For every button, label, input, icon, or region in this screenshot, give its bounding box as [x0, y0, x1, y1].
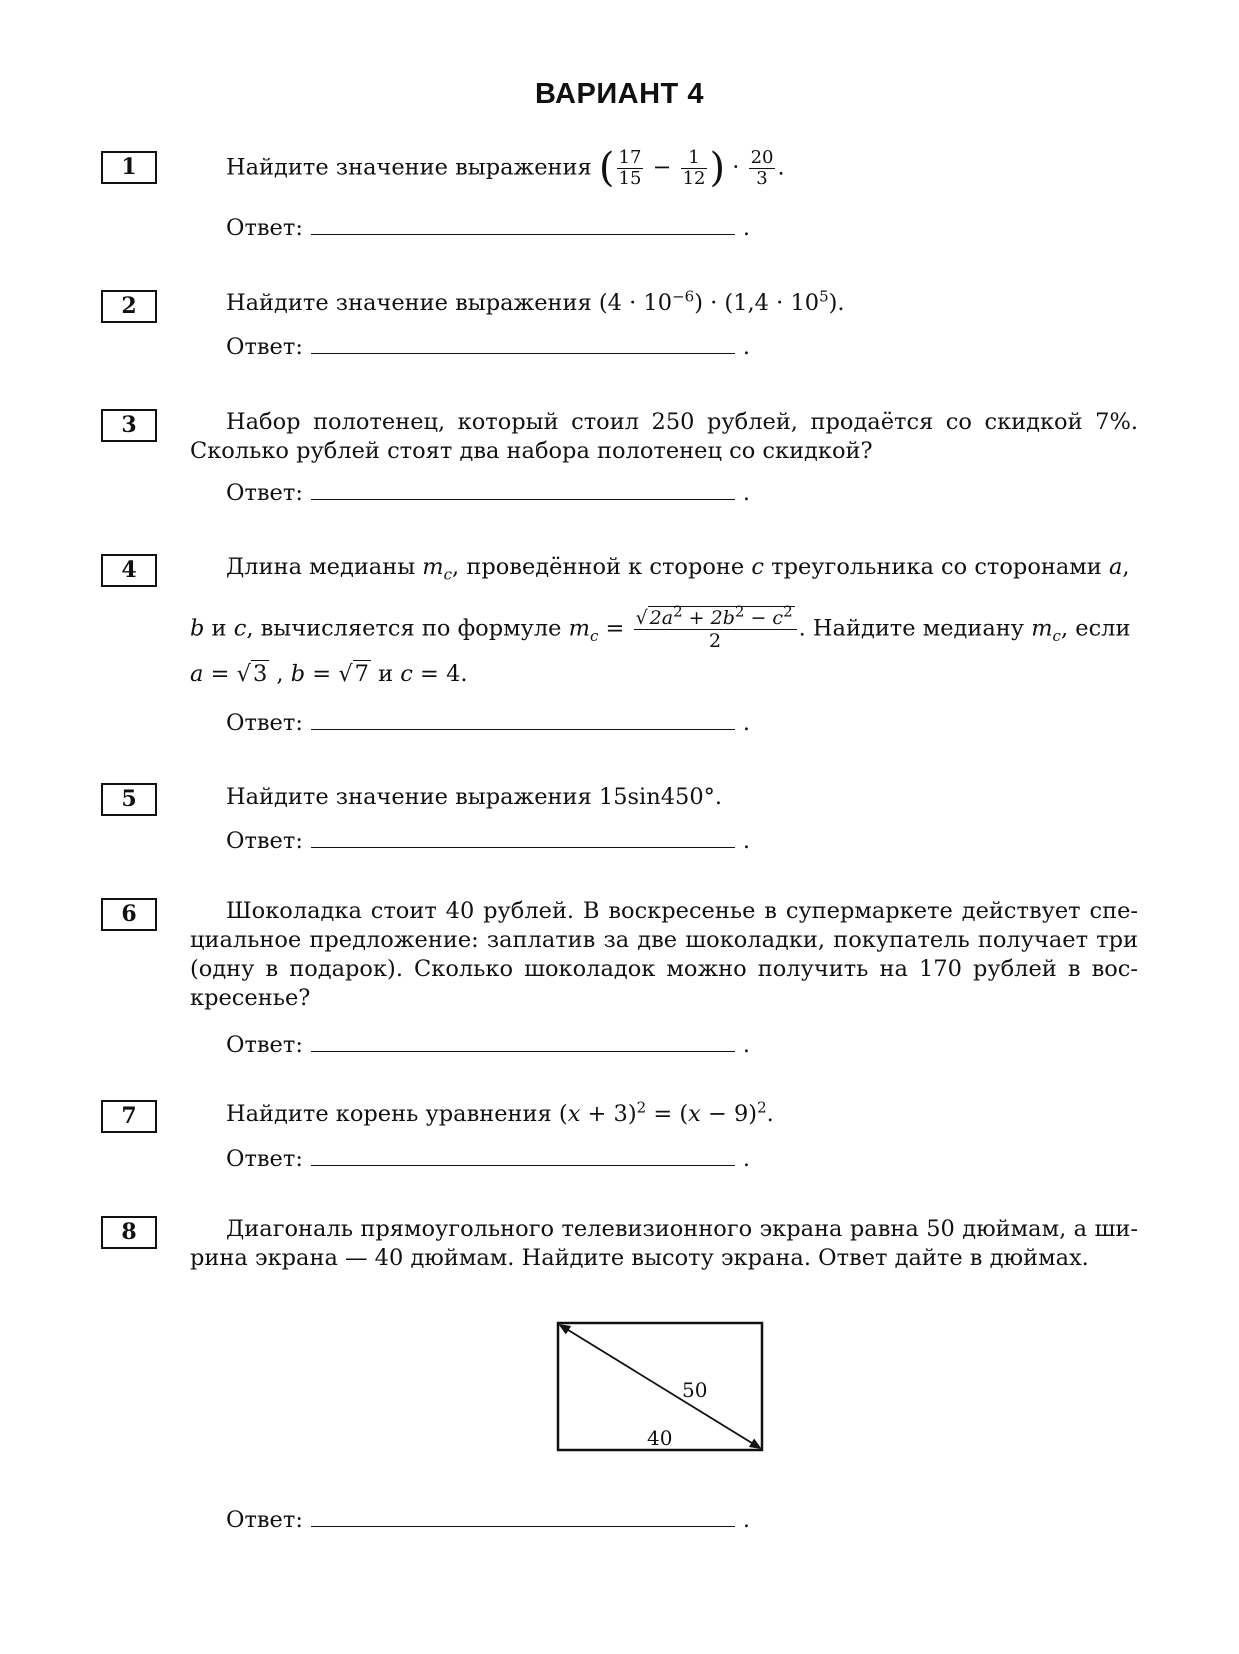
task-6-line-2: циальное предложение: заплатив за две шоколадки, покупатель получает три	[190, 927, 1138, 953]
answer-line[interactable]	[226, 1506, 750, 1535]
task-6-line-1: Шоколадка стоит 40 рублей. В воскресенье в супермаркете действует спе-	[226, 898, 1138, 924]
text: , если	[1060, 615, 1131, 642]
task-number: 2	[101, 290, 157, 323]
task-number: 6	[101, 898, 157, 931]
task-3-line-2: Сколько рублей стоят два набора полотенец со скидкой?	[190, 438, 873, 464]
answer-period: .	[742, 1146, 751, 1172]
fraction	[681, 148, 708, 189]
text: ).	[828, 290, 845, 316]
task-number: 8	[101, 1216, 157, 1249]
answer-blank[interactable]	[311, 1525, 735, 1527]
var-c: c	[443, 565, 453, 584]
paren-open: (	[598, 145, 615, 191]
denominator: 15	[618, 168, 642, 189]
answer-period: .	[742, 1507, 751, 1533]
task-number: 7	[101, 1100, 157, 1133]
answer-blank[interactable]	[311, 846, 735, 848]
task-7-text	[226, 1100, 774, 1129]
text: Найдите значение выражения (4 · 10	[226, 290, 673, 316]
numerator: 20	[750, 147, 774, 168]
task-4-line-1	[226, 553, 1130, 582]
fraction	[749, 148, 776, 189]
text: , вычисляется по формуле	[246, 615, 569, 642]
median-formula	[634, 602, 797, 652]
text: . Найдите медиану	[798, 615, 1032, 642]
answer-period: .	[742, 480, 751, 506]
answer-period: .	[742, 710, 751, 736]
answer-label: Ответ:	[226, 1507, 303, 1533]
term: 2a	[649, 607, 674, 629]
period: .	[777, 154, 785, 181]
task-8-line-1: Диагональ прямоугольного телевизионного экрана равна 50 дюймам, а ши-	[226, 1216, 1138, 1242]
var-c: c	[589, 627, 599, 645]
var-c: c	[1052, 627, 1061, 645]
text: = (	[646, 1101, 689, 1127]
answer-line[interactable]	[226, 1031, 750, 1060]
task-8-line-2: рина экрана — 40 дюймам. Найдите высоту экрана. Ответ дайте в дюймах.	[190, 1245, 1089, 1271]
answer-line[interactable]	[226, 827, 750, 856]
exponent: 2	[636, 1098, 647, 1117]
answer-label: Ответ:	[226, 1032, 303, 1058]
answer-blank[interactable]	[311, 352, 735, 354]
answer-label: Ответ:	[226, 334, 303, 360]
var-m: m	[422, 554, 444, 580]
exponent: 2	[734, 602, 745, 621]
sqrt-7: 7	[354, 661, 369, 687]
task-5-text: Найдите значение выражения 15sin450°.	[226, 784, 723, 810]
denominator: 3	[756, 168, 768, 189]
text: .	[766, 1101, 774, 1127]
var-b: b	[190, 615, 205, 642]
text: − 9)	[700, 1101, 758, 1127]
text: =	[203, 661, 237, 687]
var-b: b	[290, 661, 306, 687]
numerator: 17	[618, 147, 642, 168]
task-2-text	[226, 289, 845, 318]
var-m: m	[1031, 615, 1053, 642]
numerator: 1	[681, 148, 708, 169]
var-x: x	[688, 1101, 701, 1127]
operator: ·	[732, 154, 740, 181]
answer-label: Ответ:	[226, 215, 303, 241]
answer-blank[interactable]	[311, 233, 735, 235]
operator: −	[652, 154, 672, 181]
text: ) · (1,4 · 10	[694, 290, 820, 316]
var-x: x	[567, 1101, 581, 1127]
task-number: 4	[101, 554, 157, 587]
task-3-line-1: Набор полотенец, который стоил 250 рублей, продаётся со скидкой 7%.	[226, 409, 1138, 435]
answer-blank[interactable]	[311, 1164, 735, 1166]
exponent: 2	[783, 602, 793, 621]
page-title: ВАРИАНТ 4	[535, 78, 704, 110]
task-6-line-3: (одну в подарок). Сколько шоколадок можно получить на 170 рублей в вос-	[190, 956, 1138, 982]
answer-label: Ответ:	[226, 480, 303, 506]
text: ,	[269, 661, 291, 687]
denominator: 12	[682, 168, 706, 189]
sqrt-3: 3	[252, 661, 268, 687]
answer-line[interactable]	[226, 479, 750, 508]
exponent: 2	[757, 1098, 767, 1117]
answer-period: .	[742, 215, 751, 241]
var-c: c	[400, 661, 413, 687]
width-label: 40	[647, 1426, 673, 1450]
term: − c	[744, 607, 784, 629]
text: , проведённой к стороне	[452, 554, 752, 580]
text: =	[305, 661, 339, 687]
exponent: 2	[673, 602, 683, 621]
var-c: c	[233, 615, 247, 642]
task-4-line-2	[190, 602, 1131, 652]
answer-label: Ответ:	[226, 710, 303, 736]
answer-period: .	[742, 334, 751, 360]
text: треугольника со сторонами	[763, 554, 1109, 580]
exponent: −6	[672, 287, 695, 306]
text: Длина медианы	[226, 554, 423, 580]
diagonal-label: 50	[682, 1378, 708, 1402]
text: + 3)	[580, 1101, 637, 1127]
answer-period: .	[742, 828, 751, 854]
text: и	[370, 661, 401, 687]
var-c: c	[751, 554, 764, 580]
task-6-line-4: кресенье?	[190, 985, 311, 1011]
task-number: 1	[101, 151, 157, 184]
task-1-text	[226, 145, 785, 191]
task-1-prompt: Найдите значение выражения	[226, 154, 592, 181]
answer-label: Ответ:	[226, 1146, 303, 1172]
tv-screen-diagram	[556, 1321, 766, 1453]
fraction	[617, 148, 644, 189]
text: Найдите корень уравнения (	[226, 1101, 568, 1127]
var-a: a	[190, 661, 204, 687]
answer-line[interactable]	[226, 333, 750, 362]
answer-label: Ответ:	[226, 828, 303, 854]
answer-line[interactable]	[226, 214, 750, 243]
formula-denominator: 2	[709, 630, 722, 652]
answer-line[interactable]	[226, 709, 750, 738]
answer-line[interactable]	[226, 1145, 750, 1174]
var-a: a	[1108, 554, 1123, 580]
answer-period: .	[742, 1032, 751, 1058]
task-number: 3	[101, 409, 157, 442]
task-4-line-3: a = √3 , b = √7 и c = 4.	[190, 661, 468, 687]
answer-blank[interactable]	[311, 1050, 735, 1052]
text: ,	[1122, 554, 1130, 580]
text: = 4.	[412, 661, 468, 687]
text: =	[598, 615, 632, 642]
task-number: 5	[101, 783, 157, 816]
exponent: 5	[819, 287, 829, 306]
answer-blank[interactable]	[311, 728, 735, 730]
text: и	[204, 615, 234, 642]
answer-blank[interactable]	[311, 498, 735, 500]
paren-close: )	[709, 145, 726, 191]
formula-numerator: √ $2a^2 + 2b^2 - c^2$	[634, 607, 797, 630]
term: + 2b	[682, 607, 735, 629]
var-m: m	[568, 615, 590, 642]
